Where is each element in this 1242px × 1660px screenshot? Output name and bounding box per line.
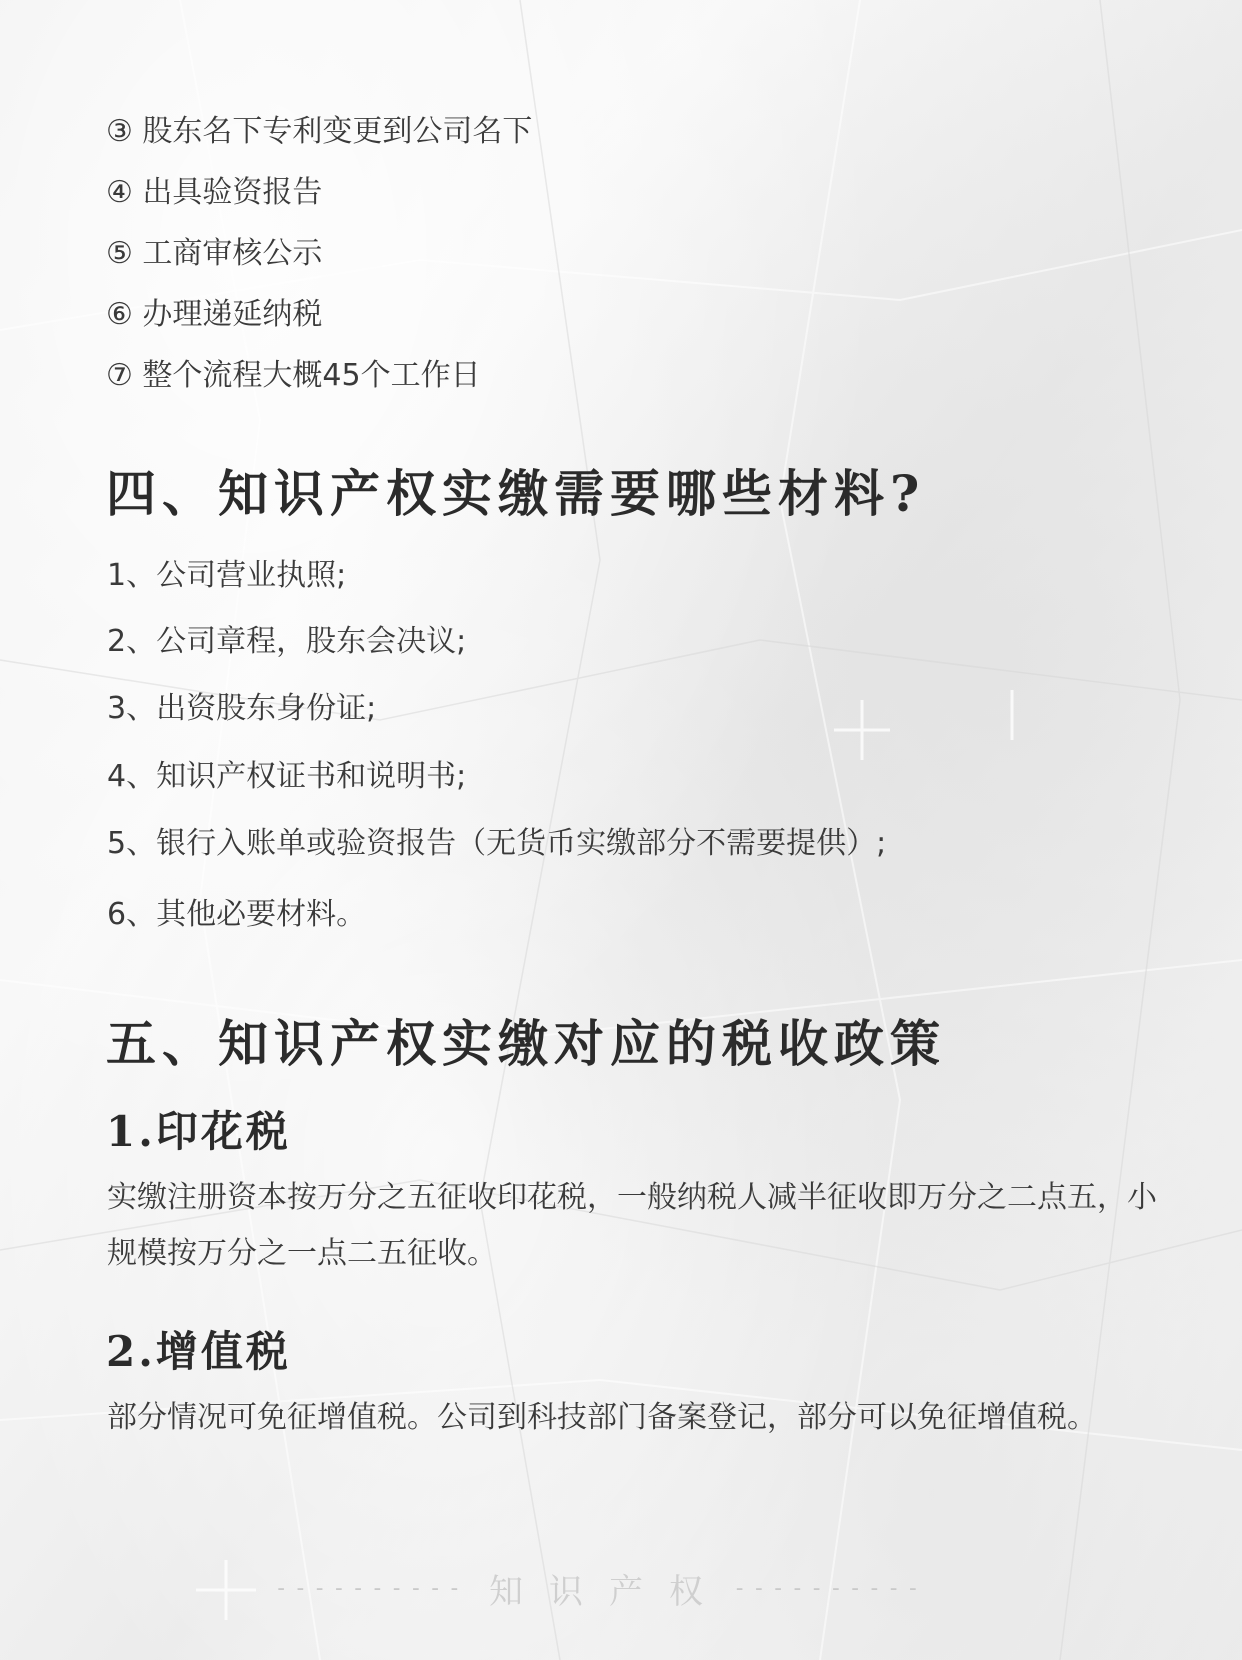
stamp-tax-paragraph: 实缴注册资本按万分之五征收印花税，一般纳税人减半征收即万分之二点五，小规模按万分之一点二五征收。 bbox=[107, 1180, 1157, 1271]
footer-right-dashes: ---------- bbox=[733, 1575, 926, 1601]
vat-paragraph: 部分情况可免征增值税。公司到科技部门备案登记，部分可以免征增值税。 bbox=[107, 1400, 1097, 1435]
step-item: ⑥ 办理递延纳税 bbox=[106, 297, 323, 332]
step-item: ③ 股东名下专利变更到公司名下 bbox=[106, 114, 533, 149]
list-item: 1、公司营业执照; bbox=[107, 558, 347, 593]
vat-heading: 2.增值税 bbox=[106, 1327, 291, 1376]
stamp-tax-heading: 1.印花税 bbox=[106, 1107, 291, 1156]
step-item: ⑦ 整个流程大概45个工作日 bbox=[106, 358, 481, 393]
step-item: ④ 出具验资报告 bbox=[106, 175, 323, 210]
footer-label: 知识产权 bbox=[489, 1571, 729, 1612]
list-item: 2、公司章程，股东会决议; bbox=[107, 624, 467, 659]
section-5-heading: 五、知识产权实缴对应的税收政策 bbox=[106, 1014, 946, 1073]
list-item: 6、其他必要材料。 bbox=[107, 897, 367, 932]
section-4-heading: 四、知识产权实缴需要哪些材料? bbox=[106, 464, 926, 523]
list-item: 5、银行入账单或验资报告（无货币实缴部分不需要提供）; bbox=[107, 826, 887, 861]
list-item: 4、知识产权证书和说明书; bbox=[107, 759, 467, 794]
list-item: 3、出资股东身份证; bbox=[107, 691, 377, 726]
step-item: ⑤ 工商审核公示 bbox=[106, 236, 323, 271]
footer-left-dashes: ---------- bbox=[274, 1575, 467, 1601]
footer-watermark bbox=[270, 1566, 930, 1610]
